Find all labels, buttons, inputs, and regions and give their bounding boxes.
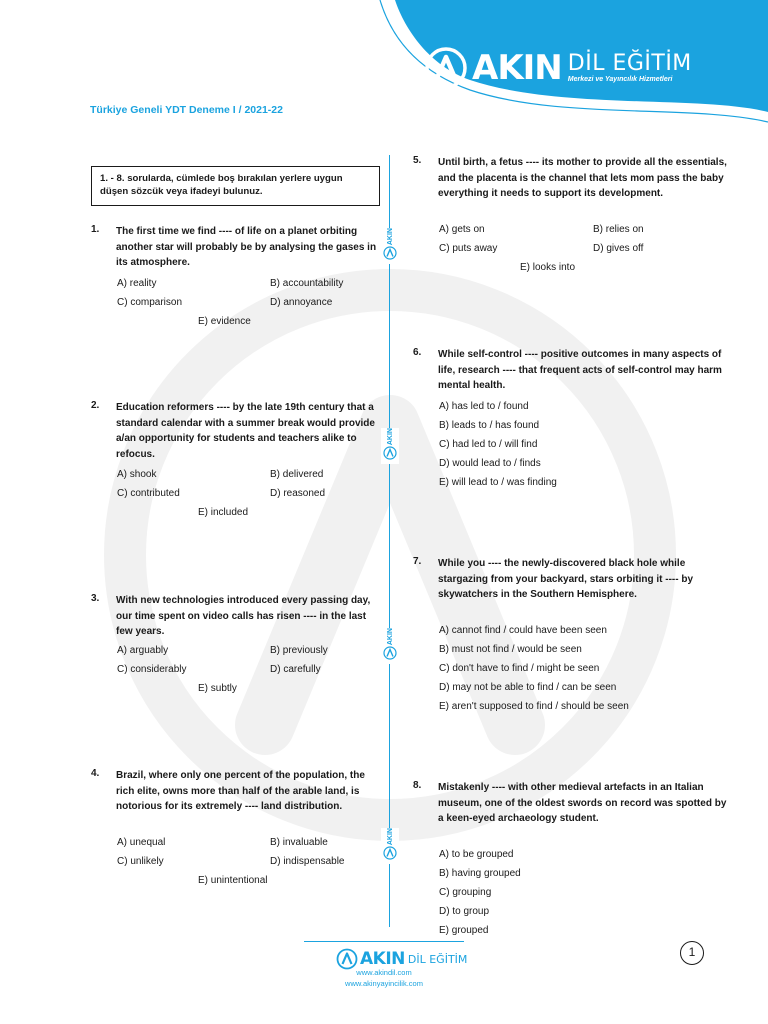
question-stem: Brazil, where only one percent of the population, the rich elite, owns more than half of the arable land, is notorious for its extremely ---- land distribution. [116, 770, 365, 812]
question-number: 4. [91, 768, 100, 779]
option-a[interactable]: A) to be grouped [439, 849, 514, 860]
side-logo [381, 828, 399, 864]
akin-logo-icon [383, 646, 397, 660]
question-number: 3. [91, 593, 100, 604]
option-c[interactable]: C) contributed [117, 488, 180, 499]
option-d[interactable]: D) to group [439, 906, 490, 917]
akin-logo-icon [383, 846, 397, 860]
footer-brand-akin: AKIN [360, 949, 405, 969]
question-number: 5. [413, 155, 422, 166]
option-a[interactable]: A) has led to / found [439, 401, 529, 412]
option-e[interactable]: E) looks into [520, 262, 576, 273]
option-a[interactable]: A) shook [117, 469, 157, 480]
option-d[interactable]: D) indispensable [270, 856, 345, 867]
question-stem: While self-control ---- positive outcomes in many aspects of life, research ---- that frequent acts of self-control may harm mental health. [438, 349, 722, 391]
option-a[interactable]: A) unequal [117, 837, 166, 848]
option-b[interactable]: B) accountability [270, 278, 344, 289]
akin-logo-icon [383, 246, 397, 260]
side-logo-text: AKIN [386, 428, 394, 446]
option-e[interactable]: E) grouped [439, 925, 489, 936]
option-c[interactable]: C) grouping [439, 887, 492, 898]
option-e[interactable]: E) unintentional [198, 875, 268, 886]
footer-url-2[interactable]: www.akinyayincilik.com [345, 979, 423, 988]
question-stem: Education reformers ---- by the late 19th century that a standard calendar with a summer break would provide a/an opportunity for students and teachers alike to refocus. [116, 402, 375, 460]
column-divider [389, 155, 390, 927]
option-e[interactable]: E) will lead to / was finding [439, 477, 557, 488]
brand-dil: DİL EĞİTİM [567, 50, 692, 76]
question-number: 1. [91, 224, 100, 235]
side-logo-text: AKIN [386, 628, 394, 646]
footer-logo [336, 948, 467, 970]
option-d[interactable]: D) may not be able to find / can be seen [439, 682, 617, 693]
option-c[interactable]: C) considerably [117, 664, 187, 675]
side-logo [381, 228, 399, 264]
side-logo [381, 628, 399, 664]
exam-title: Türkiye Geneli YDT Deneme I / 2021-22 [90, 104, 283, 116]
option-e[interactable]: E) aren't supposed to find / should be seen [439, 701, 629, 712]
option-a[interactable]: A) reality [117, 278, 157, 289]
option-b[interactable]: B) delivered [270, 469, 324, 480]
question-number: 8. [413, 780, 422, 791]
option-a[interactable]: A) cannot find / could have been seen [439, 625, 607, 636]
instruction-box: 1. - 8. sorularda, cümlede boş bırakılan yerlere uygun düşen sözcük veya ifadeyi bulunuz. [91, 166, 380, 206]
option-e[interactable]: E) evidence [198, 316, 251, 327]
option-a[interactable]: A) gets on [439, 224, 485, 235]
option-d[interactable]: D) reasoned [270, 488, 326, 499]
option-b[interactable]: B) leads to / has found [439, 420, 540, 431]
option-b[interactable]: B) relies on [593, 224, 644, 235]
option-c[interactable]: C) don't have to find / might be seen [439, 663, 600, 674]
option-e[interactable]: E) subtly [198, 683, 237, 694]
option-d[interactable]: D) gives off [593, 243, 644, 254]
brand-subtitle: Merkezi ve Yayıncılık Hizmetleri [567, 75, 673, 83]
option-d[interactable]: D) annoyance [270, 297, 333, 308]
side-logo-text: AKIN [386, 228, 394, 246]
option-d[interactable]: D) carefully [270, 664, 321, 675]
question-stem: Until birth, a fetus ---- its mother to provide all the essentials, and the placenta is the channel that lets mom pass the baby everything it needs to support its development. [438, 157, 727, 199]
side-logo [381, 428, 399, 464]
option-e[interactable]: E) included [198, 507, 249, 518]
option-c[interactable]: C) puts away [439, 243, 498, 254]
option-c[interactable]: C) comparison [117, 297, 183, 308]
question-number: 6. [413, 347, 422, 358]
option-b[interactable]: B) previously [270, 645, 328, 656]
page-number: 1 [680, 941, 704, 965]
brand-akin: AKIN [472, 48, 562, 88]
question-stem: Mistakenly ---- with other medieval artefacts in an Italian museum, one of the oldest swords on record was spotted by a keen-eyed archaeology student. [438, 782, 727, 824]
option-d[interactable]: D) would lead to / finds [439, 458, 541, 469]
question-stem: With new technologies introduced every passing day, our time spent on video calls has risen ---- in the last few years. [116, 595, 371, 637]
akin-logo-icon [336, 948, 358, 970]
option-b[interactable]: B) having grouped [439, 868, 521, 879]
question-stem: While you ---- the newly-discovered black hole while stargazing from your backyard, stars orbiting it ---- by skywatchers in the Southern Hemisphere. [438, 558, 694, 600]
option-c[interactable]: C) unlikely [117, 856, 164, 867]
option-b[interactable]: B) invaluable [270, 837, 328, 848]
footer-brand-dil: DİL EĞİTİM [407, 952, 468, 966]
option-b[interactable]: B) must not find / would be seen [439, 644, 582, 655]
akin-logo-icon [424, 46, 468, 90]
brand-logo [424, 44, 692, 92]
option-a[interactable]: A) arguably [117, 645, 169, 656]
question-number: 2. [91, 400, 100, 411]
footer-url-1[interactable]: www.akindil.com [356, 968, 412, 977]
question-number: 7. [413, 556, 422, 567]
question-stem: The first time we find ---- of life on a planet orbiting another star will probably be by analysing the gases in its atmosphere. [116, 226, 377, 268]
akin-logo-icon [383, 446, 397, 460]
option-c[interactable]: C) had led to / will find [439, 439, 538, 450]
watermark-logo [90, 255, 690, 855]
footer-divider [304, 941, 464, 942]
side-logo-text: AKIN [386, 828, 394, 846]
